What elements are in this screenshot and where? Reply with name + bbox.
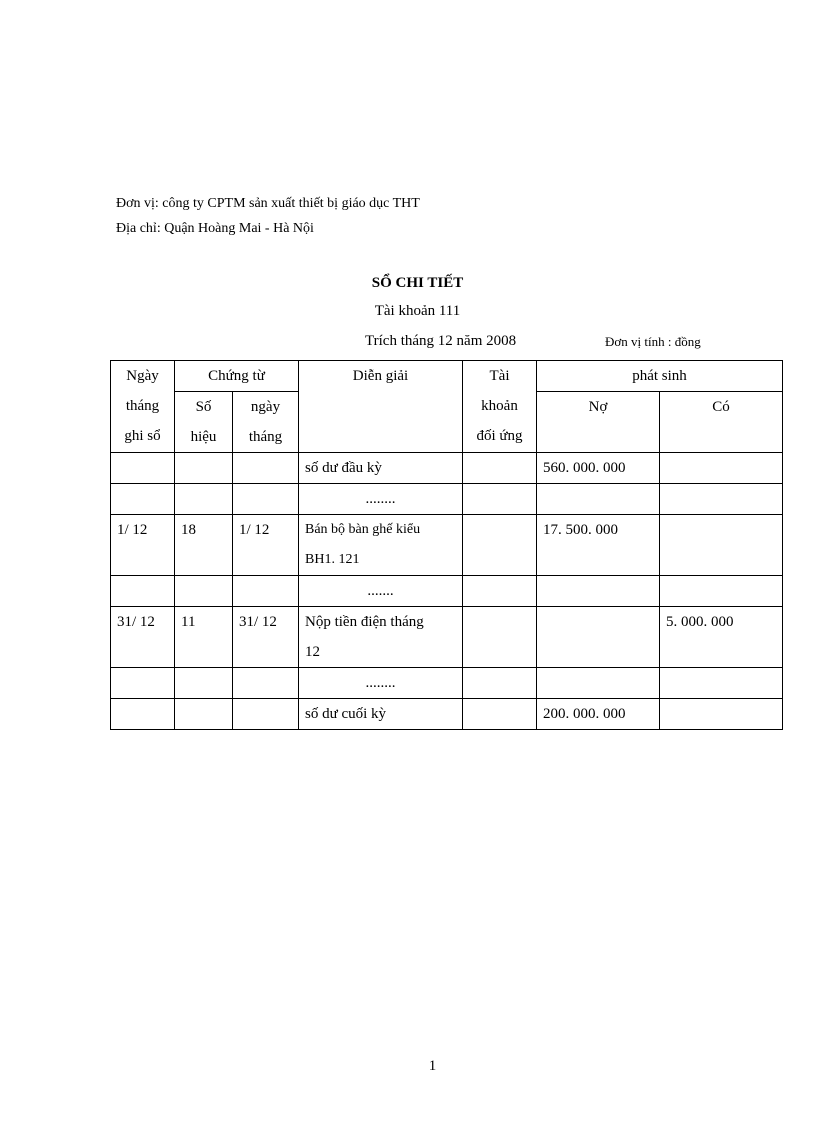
row-description-line2: 12 — [305, 644, 320, 660]
table-row — [111, 515, 783, 576]
table-row — [111, 668, 783, 699]
document-title: SỔ CHI TIẾT — [371, 275, 464, 291]
header-row-1 — [111, 361, 783, 392]
row-contra-account — [463, 607, 537, 668]
row-voucher-number — [175, 699, 233, 730]
row-voucher-number: 18 — [175, 515, 233, 576]
header-date — [111, 361, 175, 453]
row-date: 31/ 12 — [111, 607, 175, 668]
row-contra-account — [463, 576, 537, 607]
row-voucher-date — [233, 484, 299, 515]
address-label: Địa chỉ: — [116, 221, 161, 236]
row-description-line1: Nộp tiền điện tháng — [305, 614, 424, 630]
row-voucher-date — [233, 576, 299, 607]
row-debit — [537, 484, 660, 515]
row-voucher-number — [175, 453, 233, 484]
row-description: số dư đầu kỳ — [299, 453, 463, 484]
header-voucher-no-line2: hiệu — [190, 429, 217, 445]
row-debit — [537, 668, 660, 699]
row-credit — [660, 515, 783, 576]
row-credit — [660, 453, 783, 484]
header-date-line2: tháng — [125, 398, 160, 414]
table-row — [111, 576, 783, 607]
row-contra-account — [463, 515, 537, 576]
header-account-line1: Tài — [489, 368, 510, 384]
header-date-line1: Ngày — [126, 368, 159, 384]
period-label: Trích tháng 12 năm 2008 — [365, 333, 517, 349]
row-description-line2: BH1. 121 — [305, 552, 360, 567]
row-description: ....... — [299, 576, 463, 607]
row-contra-account — [463, 699, 537, 730]
row-voucher-date — [233, 699, 299, 730]
row-description-line1: Bán bộ bàn ghế kiểu — [305, 522, 421, 537]
header-voucher-no-line1: Số — [195, 399, 212, 415]
row-credit — [660, 484, 783, 515]
row-credit — [660, 668, 783, 699]
page-number: 1 — [428, 1058, 437, 1074]
row-description: số dư cuối kỳ — [299, 699, 463, 730]
row-voucher-number — [175, 484, 233, 515]
row-description — [299, 607, 463, 668]
row-date — [111, 484, 175, 515]
row-credit — [660, 699, 783, 730]
header-description: Diễn giải — [299, 361, 463, 453]
row-description: ........ — [299, 668, 463, 699]
header-voucher: Chứng từ — [175, 361, 299, 392]
row-voucher-number — [175, 668, 233, 699]
row-debit — [537, 607, 660, 668]
row-contra-account — [463, 668, 537, 699]
table-row — [111, 699, 783, 730]
row-credit: 5. 000. 000 — [660, 607, 783, 668]
row-voucher-date: 31/ 12 — [233, 607, 299, 668]
header-voucher-number — [175, 392, 233, 453]
row-voucher-number — [175, 576, 233, 607]
header-debit: Nợ — [537, 392, 660, 453]
row-date — [111, 699, 175, 730]
header-account-line3: đối ứng — [476, 428, 523, 444]
currency-unit-label: Đơn vị tính : đồng — [605, 334, 701, 349]
header-credit: Có — [660, 392, 783, 453]
address-line — [116, 221, 314, 237]
ledger-table — [110, 360, 783, 730]
header-date-line3: ghi sổ — [124, 428, 161, 444]
row-debit — [537, 576, 660, 607]
row-date — [111, 453, 175, 484]
row-voucher-date — [233, 453, 299, 484]
row-date — [111, 668, 175, 699]
row-contra-account — [463, 484, 537, 515]
row-contra-account — [463, 453, 537, 484]
row-debit: 17. 500. 000 — [537, 515, 660, 576]
row-date: 1/ 12 — [111, 515, 175, 576]
row-description: ........ — [299, 484, 463, 515]
row-voucher-date — [233, 668, 299, 699]
header-contra-account — [463, 361, 537, 453]
unit-label: Đơn vị: — [116, 196, 159, 211]
unit-line — [116, 196, 420, 212]
header-arising: phát sinh — [537, 361, 783, 392]
row-debit: 560. 000. 000 — [537, 453, 660, 484]
address-value: Quận Hoàng Mai - Hà Nội — [164, 221, 314, 236]
table-row — [111, 453, 783, 484]
row-voucher-number: 11 — [175, 607, 233, 668]
header-account-line2: khoản — [481, 398, 518, 414]
row-debit: 200. 000. 000 — [537, 699, 660, 730]
row-voucher-date: 1/ 12 — [233, 515, 299, 576]
row-date — [111, 576, 175, 607]
header-voucher-date — [233, 392, 299, 453]
unit-value: công ty CPTM sản xuất thiết bị giáo dục THT — [162, 196, 420, 211]
table-row — [111, 607, 783, 668]
row-description — [299, 515, 463, 576]
table-row — [111, 484, 783, 515]
account-subtitle: Tài khoản 111 — [374, 303, 461, 319]
row-credit — [660, 576, 783, 607]
header-voucher-date-line2: tháng — [248, 429, 283, 445]
header-voucher-date-line1: ngày — [250, 399, 281, 415]
